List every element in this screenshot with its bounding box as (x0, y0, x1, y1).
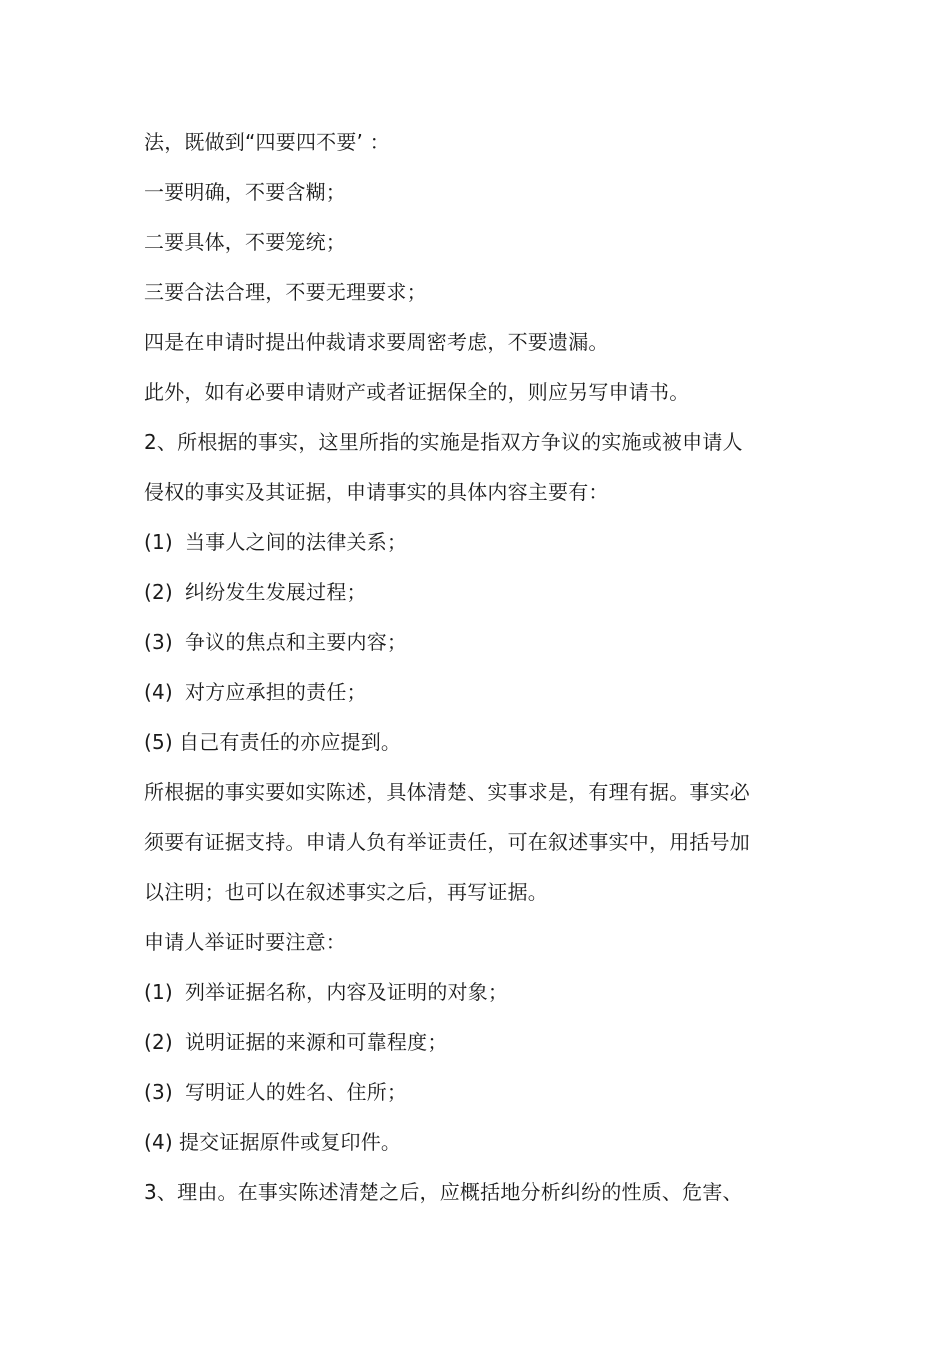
list-marker: (1) (144, 530, 173, 554)
paragraph-line: 三要合法合理，不要无理要求； (144, 280, 427, 304)
list-item (144, 1067, 784, 1117)
list-item-text: 写明证人的姓名、住所； (184, 1080, 408, 1104)
list-item (144, 617, 784, 667)
paragraph-line: 2、所根据的事实，这里所指的实施是指双方争议的实施或被申请人 (144, 430, 743, 454)
list-marker: (4) (144, 1130, 173, 1154)
paragraph-line: 3、理由。在事实陈述清楚之后，应概括地分析纠纷的性质、危害、 (144, 1180, 743, 1204)
list-item-text: 纠纷发生发展过程； (184, 580, 367, 604)
paragraph-line: 申请人举证时要注意： (144, 930, 346, 954)
paragraph-line: 法，既做到“四要四不要’ ： (144, 130, 390, 154)
paragraph-line: 以注明；也可以在叙述事实之后，再写证据。 (144, 880, 548, 904)
list-item (144, 1017, 784, 1067)
list-marker: (4) (144, 680, 173, 704)
list-item-text: 对方应承担的责任； (184, 680, 367, 704)
list-item-text: 说明证据的来源和可靠程度； (184, 1030, 448, 1054)
document-body (144, 117, 784, 1217)
list-marker: (2) (144, 580, 173, 604)
list-item-text: 争议的焦点和主要内容； (184, 630, 408, 654)
list-item (144, 667, 784, 717)
list-marker: (3) (144, 630, 173, 654)
paragraph-line: 此外，如有必要申请财产或者证据保全的，则应另写申请书。 (144, 380, 690, 404)
list-item-text: 自己有责任的亦应提到。 (178, 730, 402, 754)
paragraph-line: 一要明确，不要含糊； (144, 180, 346, 204)
list-item-text: 当事人之间的法律关系； (184, 530, 408, 554)
paragraph-line: 所根据的事实要如实陈述，具体清楚、实事求是，有理有据。事实必 (144, 780, 750, 804)
paragraph-line: 二要具体，不要笼统； (144, 230, 346, 254)
list-item-text: 列举证据名称，内容及证明的对象； (184, 980, 509, 1004)
list-item-text: 提交证据原件或复印件。 (178, 1130, 402, 1154)
list-marker: (3) (144, 1080, 173, 1104)
list-marker: (1) (144, 980, 173, 1004)
list-item (144, 567, 784, 617)
list-item (144, 1117, 784, 1167)
list-marker: (2) (144, 1030, 173, 1054)
list-item (144, 967, 784, 1017)
paragraph-line: 四是在申请时提出仲裁请求要周密考虑，不要遗漏。 (144, 330, 609, 354)
paragraph-line: 须要有证据支持。申请人负有举证责任，可在叙述事实中，用括号加 (144, 830, 750, 854)
list-marker: (5) (144, 730, 173, 754)
paragraph-line: 侵权的事实及其证据，申请事实的具体内容主要有： (144, 480, 609, 504)
list-item (144, 717, 784, 767)
list-item (144, 517, 784, 567)
